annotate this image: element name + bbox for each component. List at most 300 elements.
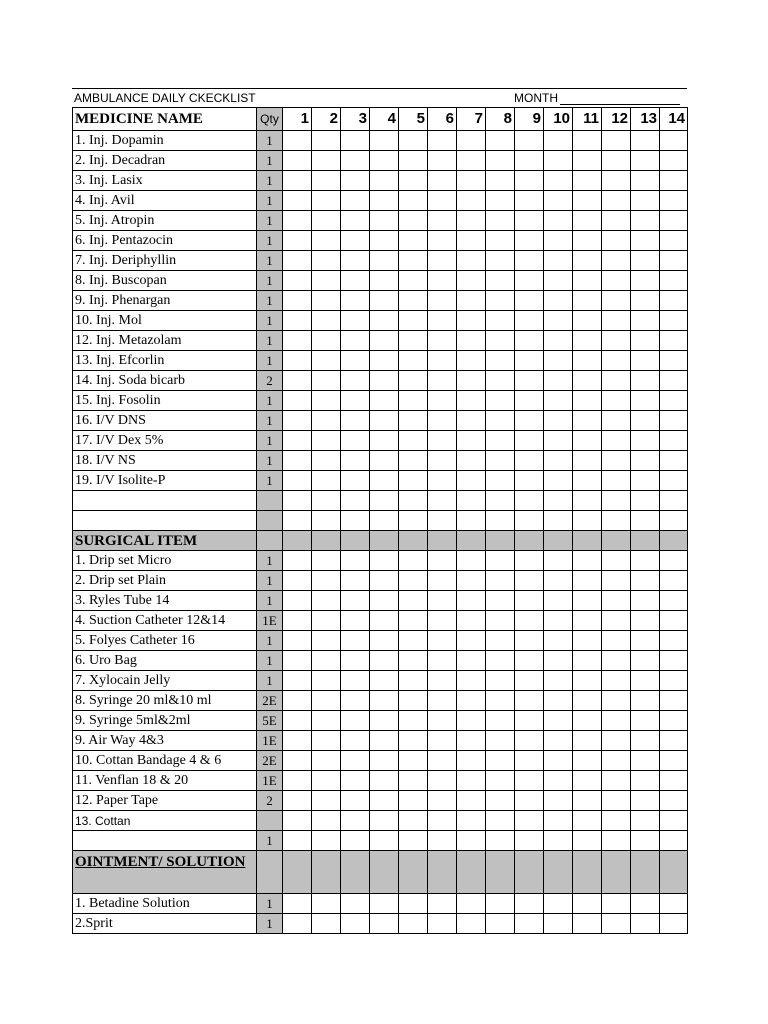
surgical-item-8-day-6-cell[interactable] bbox=[428, 691, 457, 711]
surgical-item-3-day-5-cell[interactable] bbox=[399, 591, 428, 611]
surgical-item-5-day-10-cell[interactable] bbox=[544, 631, 573, 651]
medicine-12-day-5-cell[interactable] bbox=[399, 351, 428, 371]
surgical-item-2-day-8-cell[interactable] bbox=[486, 571, 515, 591]
ointment-item-2-day-7-cell[interactable] bbox=[457, 914, 486, 934]
medicine-10-day-7-cell[interactable] bbox=[457, 311, 486, 331]
surgical-item-2-day-1-cell[interactable] bbox=[283, 571, 312, 591]
surgical-item-2-day-9-cell[interactable] bbox=[515, 571, 544, 591]
medicine-13-day-5-cell[interactable] bbox=[399, 371, 428, 391]
surgical-item-2-day-6-cell[interactable] bbox=[428, 571, 457, 591]
medicine-5-day-12-cell[interactable] bbox=[602, 211, 631, 231]
medicine-9-day-1-cell[interactable] bbox=[283, 291, 312, 311]
medicine-11-day-9-cell[interactable] bbox=[515, 331, 544, 351]
medicine-4-day-13-cell[interactable] bbox=[631, 191, 660, 211]
medicine-17-day-4-cell[interactable] bbox=[370, 451, 399, 471]
medicine-11-day-1-cell[interactable] bbox=[283, 331, 312, 351]
medicine-10-day-2-cell[interactable] bbox=[312, 311, 341, 331]
surgical-item-6-day-10-cell[interactable] bbox=[544, 651, 573, 671]
medicine-1-day-7-cell[interactable] bbox=[457, 131, 486, 151]
surgical-item-14-day-10-cell[interactable] bbox=[544, 811, 573, 831]
medicine-7-day-4-cell[interactable] bbox=[370, 251, 399, 271]
medicine-19-day-3-cell[interactable] bbox=[341, 491, 370, 511]
medicine-17-day-1-cell[interactable] bbox=[283, 451, 312, 471]
surgical-item-4-day-10-cell[interactable] bbox=[544, 611, 573, 631]
surgical-item-6-day-9-cell[interactable] bbox=[515, 651, 544, 671]
medicine-14-day-7-cell[interactable] bbox=[457, 391, 486, 411]
surgical-item-7-day-3-cell[interactable] bbox=[341, 671, 370, 691]
medicine-4-day-1-cell[interactable] bbox=[283, 191, 312, 211]
surgical-item-7-day-10-cell[interactable] bbox=[544, 671, 573, 691]
surgical-item-12-day-11-cell[interactable] bbox=[573, 771, 602, 791]
surgical-item-5-day-7-cell[interactable] bbox=[457, 631, 486, 651]
medicine-15-day-7-cell[interactable] bbox=[457, 411, 486, 431]
surgical-item-1-day-5-cell[interactable] bbox=[399, 551, 428, 571]
medicine-16-day-1-cell[interactable] bbox=[283, 431, 312, 451]
medicine-16-day-6-cell[interactable] bbox=[428, 431, 457, 451]
medicine-12-day-13-cell[interactable] bbox=[631, 351, 660, 371]
medicine-6-day-2-cell[interactable] bbox=[312, 231, 341, 251]
surgical-item-9-day-2-cell[interactable] bbox=[312, 711, 341, 731]
surgical-item-4-day-1-cell[interactable] bbox=[283, 611, 312, 631]
medicine-2-day-1-cell[interactable] bbox=[283, 151, 312, 171]
surgical-item-7-day-8-cell[interactable] bbox=[486, 671, 515, 691]
medicine-10-day-8-cell[interactable] bbox=[486, 311, 515, 331]
surgical-item-11-day-12-cell[interactable] bbox=[602, 751, 631, 771]
medicine-6-day-7-cell[interactable] bbox=[457, 231, 486, 251]
medicine-5-day-1-cell[interactable] bbox=[283, 211, 312, 231]
surgical-item-4-day-5-cell[interactable] bbox=[399, 611, 428, 631]
surgical-item-12-day-6-cell[interactable] bbox=[428, 771, 457, 791]
surgical-item-5-day-13-cell[interactable] bbox=[631, 631, 660, 651]
surgical-item-12-day-8-cell[interactable] bbox=[486, 771, 515, 791]
medicine-6-day-10-cell[interactable] bbox=[544, 231, 573, 251]
medicine-14-day-3-cell[interactable] bbox=[341, 391, 370, 411]
medicine-6-day-3-cell[interactable] bbox=[341, 231, 370, 251]
medicine-2-day-14-cell[interactable] bbox=[660, 151, 688, 171]
medicine-8-day-11-cell[interactable] bbox=[573, 271, 602, 291]
medicine-8-day-13-cell[interactable] bbox=[631, 271, 660, 291]
surgical-item-6-day-11-cell[interactable] bbox=[573, 651, 602, 671]
medicine-18-day-8-cell[interactable] bbox=[486, 471, 515, 491]
medicine-19-day-5-cell[interactable] bbox=[399, 491, 428, 511]
medicine-14-day-9-cell[interactable] bbox=[515, 391, 544, 411]
surgical-item-2-day-13-cell[interactable] bbox=[631, 571, 660, 591]
medicine-10-day-5-cell[interactable] bbox=[399, 311, 428, 331]
surgical-item-1-day-13-cell[interactable] bbox=[631, 551, 660, 571]
medicine-13-day-12-cell[interactable] bbox=[602, 371, 631, 391]
medicine-20-day-8-cell[interactable] bbox=[486, 511, 515, 531]
medicine-14-day-10-cell[interactable] bbox=[544, 391, 573, 411]
surgical-item-5-day-5-cell[interactable] bbox=[399, 631, 428, 651]
medicine-4-day-11-cell[interactable] bbox=[573, 191, 602, 211]
medicine-9-day-9-cell[interactable] bbox=[515, 291, 544, 311]
medicine-5-day-10-cell[interactable] bbox=[544, 211, 573, 231]
medicine-19-day-14-cell[interactable] bbox=[660, 491, 688, 511]
surgical-item-9-day-8-cell[interactable] bbox=[486, 711, 515, 731]
medicine-14-day-12-cell[interactable] bbox=[602, 391, 631, 411]
medicine-10-day-13-cell[interactable] bbox=[631, 311, 660, 331]
medicine-14-day-2-cell[interactable] bbox=[312, 391, 341, 411]
medicine-16-day-11-cell[interactable] bbox=[573, 431, 602, 451]
surgical-item-10-day-9-cell[interactable] bbox=[515, 731, 544, 751]
ointment-item-2-day-3-cell[interactable] bbox=[341, 914, 370, 934]
medicine-19-day-9-cell[interactable] bbox=[515, 491, 544, 511]
ointment-item-2-day-2-cell[interactable] bbox=[312, 914, 341, 934]
medicine-8-day-5-cell[interactable] bbox=[399, 271, 428, 291]
medicine-11-day-11-cell[interactable] bbox=[573, 331, 602, 351]
surgical-item-14-day-2-cell[interactable] bbox=[312, 811, 341, 831]
surgical-item-12-day-2-cell[interactable] bbox=[312, 771, 341, 791]
medicine-15-day-5-cell[interactable] bbox=[399, 411, 428, 431]
surgical-item-10-day-10-cell[interactable] bbox=[544, 731, 573, 751]
medicine-8-day-4-cell[interactable] bbox=[370, 271, 399, 291]
medicine-15-day-13-cell[interactable] bbox=[631, 411, 660, 431]
medicine-18-day-12-cell[interactable] bbox=[602, 471, 631, 491]
surgical-item-6-day-3-cell[interactable] bbox=[341, 651, 370, 671]
ointment-item-2-day-11-cell[interactable] bbox=[573, 914, 602, 934]
medicine-9-day-14-cell[interactable] bbox=[660, 291, 688, 311]
medicine-13-day-7-cell[interactable] bbox=[457, 371, 486, 391]
medicine-5-day-2-cell[interactable] bbox=[312, 211, 341, 231]
medicine-13-day-2-cell[interactable] bbox=[312, 371, 341, 391]
surgical-item-3-day-8-cell[interactable] bbox=[486, 591, 515, 611]
medicine-4-day-14-cell[interactable] bbox=[660, 191, 688, 211]
medicine-18-day-2-cell[interactable] bbox=[312, 471, 341, 491]
ointment-item-1-day-3-cell[interactable] bbox=[341, 894, 370, 914]
medicine-8-day-9-cell[interactable] bbox=[515, 271, 544, 291]
surgical-item-13-day-5-cell[interactable] bbox=[399, 791, 428, 811]
surgical-item-14-day-4-cell[interactable] bbox=[370, 811, 399, 831]
surgical-item-13-day-9-cell[interactable] bbox=[515, 791, 544, 811]
medicine-2-day-9-cell[interactable] bbox=[515, 151, 544, 171]
medicine-19-day-8-cell[interactable] bbox=[486, 491, 515, 511]
surgical-item-5-day-4-cell[interactable] bbox=[370, 631, 399, 651]
medicine-6-day-6-cell[interactable] bbox=[428, 231, 457, 251]
medicine-10-day-6-cell[interactable] bbox=[428, 311, 457, 331]
surgical-item-3-day-2-cell[interactable] bbox=[312, 591, 341, 611]
surgical-item-3-day-3-cell[interactable] bbox=[341, 591, 370, 611]
medicine-18-day-5-cell[interactable] bbox=[399, 471, 428, 491]
surgical-item-12-day-14-cell[interactable] bbox=[660, 771, 688, 791]
surgical-item-13-day-11-cell[interactable] bbox=[573, 791, 602, 811]
medicine-1-day-8-cell[interactable] bbox=[486, 131, 515, 151]
medicine-14-day-11-cell[interactable] bbox=[573, 391, 602, 411]
ointment-item-1-day-11-cell[interactable] bbox=[573, 894, 602, 914]
medicine-1-day-2-cell[interactable] bbox=[312, 131, 341, 151]
surgical-item-3-day-13-cell[interactable] bbox=[631, 591, 660, 611]
medicine-10-day-1-cell[interactable] bbox=[283, 311, 312, 331]
surgical-item-5-day-11-cell[interactable] bbox=[573, 631, 602, 651]
medicine-16-day-3-cell[interactable] bbox=[341, 431, 370, 451]
medicine-8-day-1-cell[interactable] bbox=[283, 271, 312, 291]
surgical-item-15-day-14-cell[interactable] bbox=[660, 831, 688, 851]
medicine-16-day-8-cell[interactable] bbox=[486, 431, 515, 451]
medicine-12-day-3-cell[interactable] bbox=[341, 351, 370, 371]
medicine-15-day-6-cell[interactable] bbox=[428, 411, 457, 431]
medicine-12-day-2-cell[interactable] bbox=[312, 351, 341, 371]
medicine-18-day-13-cell[interactable] bbox=[631, 471, 660, 491]
surgical-item-14-day-14-cell[interactable] bbox=[660, 811, 688, 831]
medicine-15-day-1-cell[interactable] bbox=[283, 411, 312, 431]
surgical-item-15-day-6-cell[interactable] bbox=[428, 831, 457, 851]
medicine-5-day-9-cell[interactable] bbox=[515, 211, 544, 231]
medicine-20-day-3-cell[interactable] bbox=[341, 511, 370, 531]
surgical-item-6-day-6-cell[interactable] bbox=[428, 651, 457, 671]
surgical-item-10-day-6-cell[interactable] bbox=[428, 731, 457, 751]
medicine-15-day-12-cell[interactable] bbox=[602, 411, 631, 431]
medicine-19-day-10-cell[interactable] bbox=[544, 491, 573, 511]
surgical-item-7-day-11-cell[interactable] bbox=[573, 671, 602, 691]
surgical-item-10-day-2-cell[interactable] bbox=[312, 731, 341, 751]
medicine-1-day-5-cell[interactable] bbox=[399, 131, 428, 151]
medicine-7-day-9-cell[interactable] bbox=[515, 251, 544, 271]
surgical-item-8-day-9-cell[interactable] bbox=[515, 691, 544, 711]
surgical-item-7-day-14-cell[interactable] bbox=[660, 671, 688, 691]
surgical-item-9-day-6-cell[interactable] bbox=[428, 711, 457, 731]
ointment-item-1-day-6-cell[interactable] bbox=[428, 894, 457, 914]
medicine-2-day-5-cell[interactable] bbox=[399, 151, 428, 171]
ointment-item-1-day-8-cell[interactable] bbox=[486, 894, 515, 914]
medicine-3-day-14-cell[interactable] bbox=[660, 171, 688, 191]
ointment-item-1-day-13-cell[interactable] bbox=[631, 894, 660, 914]
surgical-item-4-day-8-cell[interactable] bbox=[486, 611, 515, 631]
medicine-12-day-1-cell[interactable] bbox=[283, 351, 312, 371]
medicine-3-day-6-cell[interactable] bbox=[428, 171, 457, 191]
medicine-17-day-7-cell[interactable] bbox=[457, 451, 486, 471]
surgical-item-3-day-12-cell[interactable] bbox=[602, 591, 631, 611]
surgical-item-3-day-4-cell[interactable] bbox=[370, 591, 399, 611]
medicine-18-day-10-cell[interactable] bbox=[544, 471, 573, 491]
surgical-item-13-day-2-cell[interactable] bbox=[312, 791, 341, 811]
medicine-5-day-5-cell[interactable] bbox=[399, 211, 428, 231]
surgical-item-12-day-13-cell[interactable] bbox=[631, 771, 660, 791]
medicine-7-day-3-cell[interactable] bbox=[341, 251, 370, 271]
medicine-16-day-12-cell[interactable] bbox=[602, 431, 631, 451]
medicine-14-day-8-cell[interactable] bbox=[486, 391, 515, 411]
month-blank-line[interactable] bbox=[560, 104, 680, 105]
surgical-item-1-day-10-cell[interactable] bbox=[544, 551, 573, 571]
surgical-item-8-day-4-cell[interactable] bbox=[370, 691, 399, 711]
medicine-12-day-6-cell[interactable] bbox=[428, 351, 457, 371]
surgical-item-14-day-3-cell[interactable] bbox=[341, 811, 370, 831]
surgical-item-1-day-1-cell[interactable] bbox=[283, 551, 312, 571]
ointment-item-1-day-12-cell[interactable] bbox=[602, 894, 631, 914]
medicine-17-day-12-cell[interactable] bbox=[602, 451, 631, 471]
medicine-20-day-5-cell[interactable] bbox=[399, 511, 428, 531]
medicine-6-day-11-cell[interactable] bbox=[573, 231, 602, 251]
surgical-item-6-day-12-cell[interactable] bbox=[602, 651, 631, 671]
medicine-5-day-11-cell[interactable] bbox=[573, 211, 602, 231]
medicine-1-day-1-cell[interactable] bbox=[283, 131, 312, 151]
medicine-6-day-13-cell[interactable] bbox=[631, 231, 660, 251]
medicine-12-day-12-cell[interactable] bbox=[602, 351, 631, 371]
medicine-20-day-4-cell[interactable] bbox=[370, 511, 399, 531]
surgical-item-6-day-2-cell[interactable] bbox=[312, 651, 341, 671]
medicine-12-day-9-cell[interactable] bbox=[515, 351, 544, 371]
surgical-item-15-day-4-cell[interactable] bbox=[370, 831, 399, 851]
medicine-19-day-1-cell[interactable] bbox=[283, 491, 312, 511]
surgical-item-9-day-4-cell[interactable] bbox=[370, 711, 399, 731]
surgical-item-11-day-2-cell[interactable] bbox=[312, 751, 341, 771]
medicine-15-day-9-cell[interactable] bbox=[515, 411, 544, 431]
medicine-18-day-14-cell[interactable] bbox=[660, 471, 688, 491]
medicine-20-day-12-cell[interactable] bbox=[602, 511, 631, 531]
surgical-item-14-day-13-cell[interactable] bbox=[631, 811, 660, 831]
surgical-item-8-day-7-cell[interactable] bbox=[457, 691, 486, 711]
medicine-13-day-3-cell[interactable] bbox=[341, 371, 370, 391]
surgical-item-3-day-6-cell[interactable] bbox=[428, 591, 457, 611]
surgical-item-3-day-10-cell[interactable] bbox=[544, 591, 573, 611]
medicine-18-day-9-cell[interactable] bbox=[515, 471, 544, 491]
medicine-14-day-13-cell[interactable] bbox=[631, 391, 660, 411]
ointment-item-1-day-4-cell[interactable] bbox=[370, 894, 399, 914]
medicine-10-day-10-cell[interactable] bbox=[544, 311, 573, 331]
surgical-item-8-day-11-cell[interactable] bbox=[573, 691, 602, 711]
medicine-18-day-11-cell[interactable] bbox=[573, 471, 602, 491]
surgical-item-13-day-1-cell[interactable] bbox=[283, 791, 312, 811]
surgical-item-5-day-9-cell[interactable] bbox=[515, 631, 544, 651]
medicine-3-day-12-cell[interactable] bbox=[602, 171, 631, 191]
medicine-6-day-14-cell[interactable] bbox=[660, 231, 688, 251]
medicine-19-day-2-cell[interactable] bbox=[312, 491, 341, 511]
surgical-item-8-day-5-cell[interactable] bbox=[399, 691, 428, 711]
medicine-2-day-6-cell[interactable] bbox=[428, 151, 457, 171]
medicine-11-day-3-cell[interactable] bbox=[341, 331, 370, 351]
medicine-1-day-11-cell[interactable] bbox=[573, 131, 602, 151]
medicine-4-day-3-cell[interactable] bbox=[341, 191, 370, 211]
medicine-15-day-10-cell[interactable] bbox=[544, 411, 573, 431]
surgical-item-2-day-7-cell[interactable] bbox=[457, 571, 486, 591]
surgical-item-8-day-13-cell[interactable] bbox=[631, 691, 660, 711]
surgical-item-7-day-7-cell[interactable] bbox=[457, 671, 486, 691]
medicine-9-day-8-cell[interactable] bbox=[486, 291, 515, 311]
medicine-5-day-4-cell[interactable] bbox=[370, 211, 399, 231]
surgical-item-3-day-14-cell[interactable] bbox=[660, 591, 688, 611]
surgical-item-13-day-3-cell[interactable] bbox=[341, 791, 370, 811]
medicine-7-day-5-cell[interactable] bbox=[399, 251, 428, 271]
surgical-item-13-day-7-cell[interactable] bbox=[457, 791, 486, 811]
medicine-16-day-10-cell[interactable] bbox=[544, 431, 573, 451]
surgical-item-15-day-5-cell[interactable] bbox=[399, 831, 428, 851]
medicine-19-day-12-cell[interactable] bbox=[602, 491, 631, 511]
surgical-item-14-day-1-cell[interactable] bbox=[283, 811, 312, 831]
medicine-10-day-11-cell[interactable] bbox=[573, 311, 602, 331]
medicine-1-day-14-cell[interactable] bbox=[660, 131, 688, 151]
surgical-item-9-day-12-cell[interactable] bbox=[602, 711, 631, 731]
surgical-item-1-day-3-cell[interactable] bbox=[341, 551, 370, 571]
medicine-13-day-6-cell[interactable] bbox=[428, 371, 457, 391]
medicine-11-day-4-cell[interactable] bbox=[370, 331, 399, 351]
surgical-item-4-day-4-cell[interactable] bbox=[370, 611, 399, 631]
medicine-6-day-4-cell[interactable] bbox=[370, 231, 399, 251]
medicine-3-day-5-cell[interactable] bbox=[399, 171, 428, 191]
medicine-9-day-5-cell[interactable] bbox=[399, 291, 428, 311]
surgical-item-8-day-14-cell[interactable] bbox=[660, 691, 688, 711]
medicine-3-day-11-cell[interactable] bbox=[573, 171, 602, 191]
medicine-20-day-10-cell[interactable] bbox=[544, 511, 573, 531]
medicine-14-day-5-cell[interactable] bbox=[399, 391, 428, 411]
medicine-3-day-7-cell[interactable] bbox=[457, 171, 486, 191]
medicine-9-day-10-cell[interactable] bbox=[544, 291, 573, 311]
medicine-8-day-6-cell[interactable] bbox=[428, 271, 457, 291]
ointment-item-2-day-6-cell[interactable] bbox=[428, 914, 457, 934]
ointment-item-1-day-10-cell[interactable] bbox=[544, 894, 573, 914]
medicine-5-day-14-cell[interactable] bbox=[660, 211, 688, 231]
surgical-item-15-day-8-cell[interactable] bbox=[486, 831, 515, 851]
surgical-item-3-day-1-cell[interactable] bbox=[283, 591, 312, 611]
surgical-item-15-day-9-cell[interactable] bbox=[515, 831, 544, 851]
medicine-18-day-1-cell[interactable] bbox=[283, 471, 312, 491]
medicine-7-day-14-cell[interactable] bbox=[660, 251, 688, 271]
medicine-14-day-1-cell[interactable] bbox=[283, 391, 312, 411]
medicine-11-day-10-cell[interactable] bbox=[544, 331, 573, 351]
surgical-item-8-day-8-cell[interactable] bbox=[486, 691, 515, 711]
medicine-4-day-12-cell[interactable] bbox=[602, 191, 631, 211]
surgical-item-10-day-5-cell[interactable] bbox=[399, 731, 428, 751]
surgical-item-10-day-4-cell[interactable] bbox=[370, 731, 399, 751]
medicine-11-day-12-cell[interactable] bbox=[602, 331, 631, 351]
medicine-6-day-8-cell[interactable] bbox=[486, 231, 515, 251]
medicine-17-day-14-cell[interactable] bbox=[660, 451, 688, 471]
medicine-7-day-12-cell[interactable] bbox=[602, 251, 631, 271]
surgical-item-5-day-12-cell[interactable] bbox=[602, 631, 631, 651]
surgical-item-10-day-14-cell[interactable] bbox=[660, 731, 688, 751]
ointment-item-2-day-9-cell[interactable] bbox=[515, 914, 544, 934]
medicine-16-day-4-cell[interactable] bbox=[370, 431, 399, 451]
medicine-18-day-4-cell[interactable] bbox=[370, 471, 399, 491]
medicine-13-day-8-cell[interactable] bbox=[486, 371, 515, 391]
medicine-17-day-13-cell[interactable] bbox=[631, 451, 660, 471]
medicine-9-day-6-cell[interactable] bbox=[428, 291, 457, 311]
surgical-item-11-day-4-cell[interactable] bbox=[370, 751, 399, 771]
medicine-10-day-3-cell[interactable] bbox=[341, 311, 370, 331]
surgical-item-7-day-5-cell[interactable] bbox=[399, 671, 428, 691]
surgical-item-13-day-8-cell[interactable] bbox=[486, 791, 515, 811]
medicine-8-day-8-cell[interactable] bbox=[486, 271, 515, 291]
surgical-item-14-day-5-cell[interactable] bbox=[399, 811, 428, 831]
medicine-4-day-2-cell[interactable] bbox=[312, 191, 341, 211]
surgical-item-8-day-3-cell[interactable] bbox=[341, 691, 370, 711]
surgical-item-15-day-10-cell[interactable] bbox=[544, 831, 573, 851]
surgical-item-1-day-9-cell[interactable] bbox=[515, 551, 544, 571]
medicine-1-day-10-cell[interactable] bbox=[544, 131, 573, 151]
surgical-item-14-day-12-cell[interactable] bbox=[602, 811, 631, 831]
surgical-item-7-day-1-cell[interactable] bbox=[283, 671, 312, 691]
surgical-item-1-day-7-cell[interactable] bbox=[457, 551, 486, 571]
surgical-item-2-day-12-cell[interactable] bbox=[602, 571, 631, 591]
surgical-item-7-day-2-cell[interactable] bbox=[312, 671, 341, 691]
medicine-8-day-7-cell[interactable] bbox=[457, 271, 486, 291]
surgical-item-6-day-1-cell[interactable] bbox=[283, 651, 312, 671]
medicine-2-day-2-cell[interactable] bbox=[312, 151, 341, 171]
ointment-item-1-day-14-cell[interactable] bbox=[660, 894, 688, 914]
surgical-item-5-day-8-cell[interactable] bbox=[486, 631, 515, 651]
medicine-20-day-11-cell[interactable] bbox=[573, 511, 602, 531]
medicine-7-day-13-cell[interactable] bbox=[631, 251, 660, 271]
surgical-item-4-day-13-cell[interactable] bbox=[631, 611, 660, 631]
medicine-17-day-6-cell[interactable] bbox=[428, 451, 457, 471]
medicine-7-day-7-cell[interactable] bbox=[457, 251, 486, 271]
surgical-item-6-day-7-cell[interactable] bbox=[457, 651, 486, 671]
medicine-9-day-2-cell[interactable] bbox=[312, 291, 341, 311]
surgical-item-1-day-12-cell[interactable] bbox=[602, 551, 631, 571]
medicine-7-day-11-cell[interactable] bbox=[573, 251, 602, 271]
surgical-item-7-day-12-cell[interactable] bbox=[602, 671, 631, 691]
medicine-17-day-11-cell[interactable] bbox=[573, 451, 602, 471]
surgical-item-1-day-14-cell[interactable] bbox=[660, 551, 688, 571]
medicine-14-day-4-cell[interactable] bbox=[370, 391, 399, 411]
surgical-item-3-day-9-cell[interactable] bbox=[515, 591, 544, 611]
